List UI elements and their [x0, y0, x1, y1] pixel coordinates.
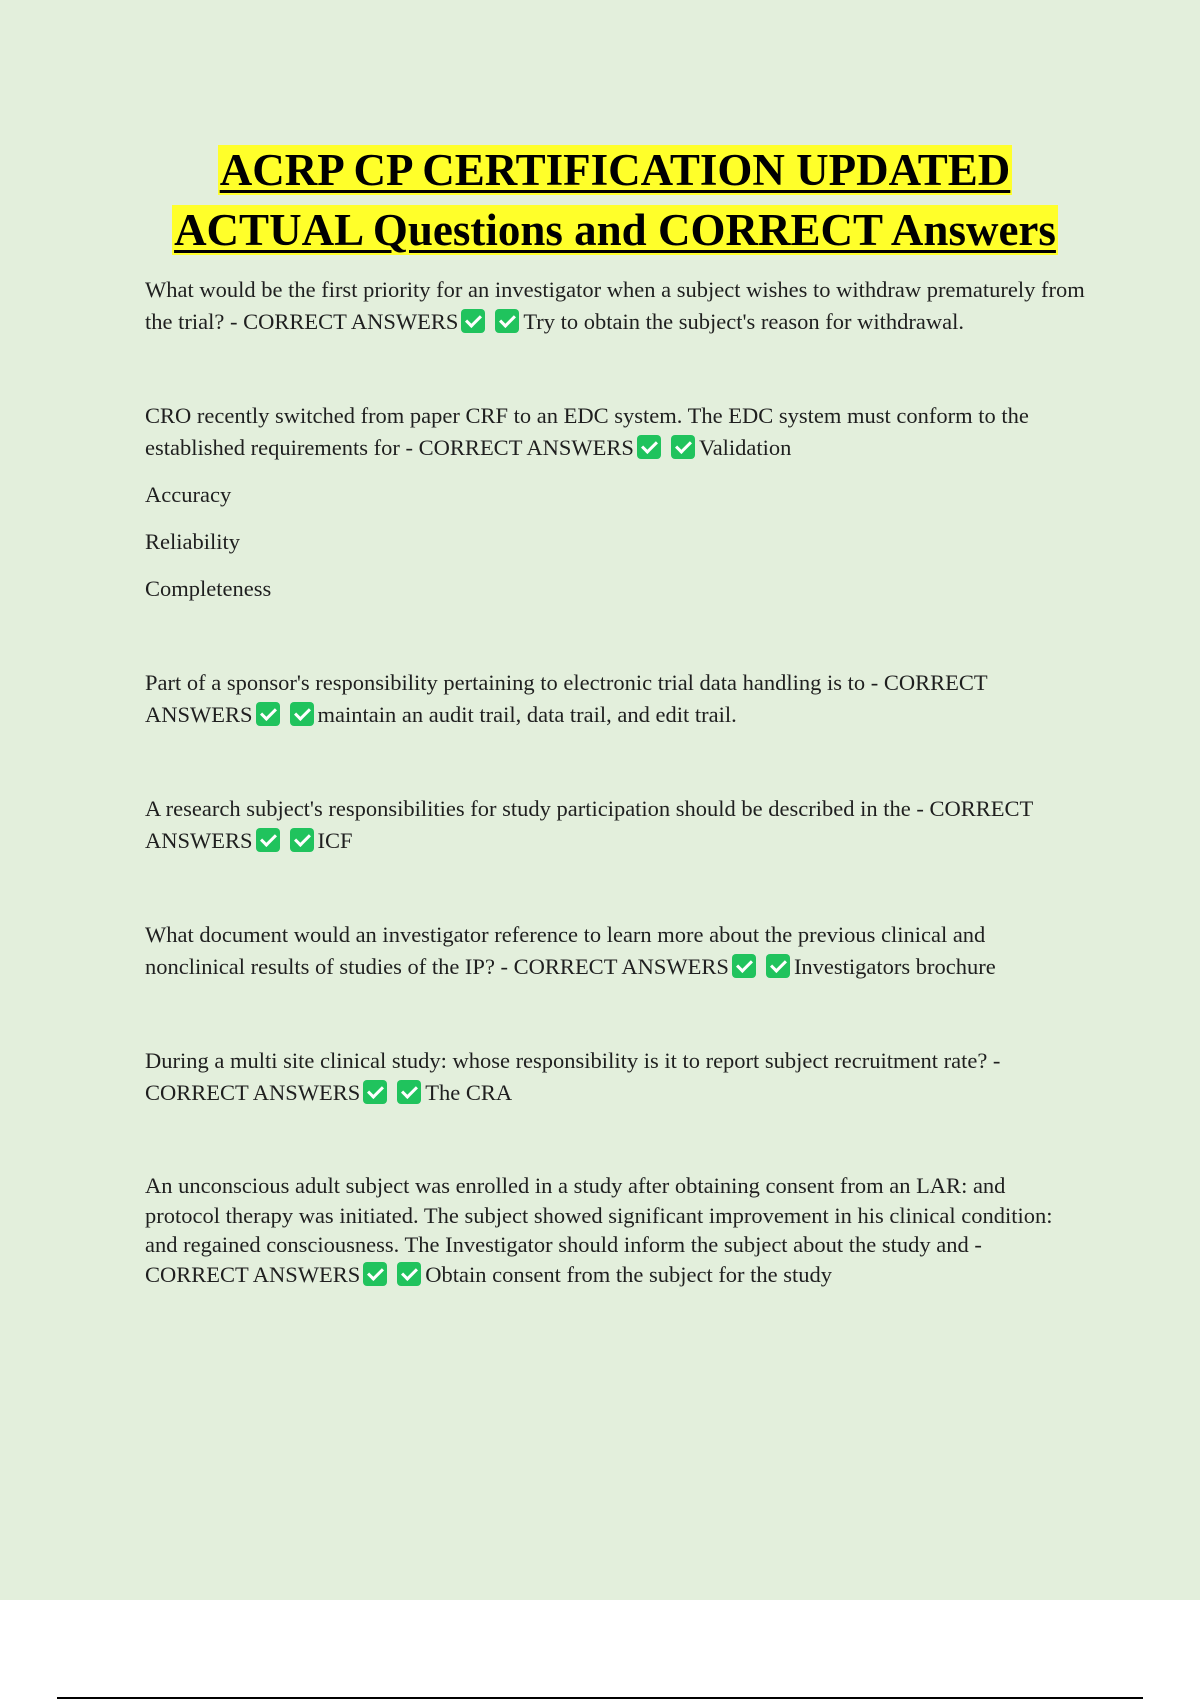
answer-extra-line: Completeness [145, 576, 272, 601]
check-mark-icon [495, 309, 519, 333]
answer-text: Try to obtain the subject's reason for withdrawal. [523, 309, 964, 334]
answer-text: Validation [698, 435, 792, 460]
qa-item [145, 1171, 1085, 1289]
question-text: What would be the first priority for an investigator when a subject wishes to withdraw prematurely from the trial? - [145, 277, 1085, 334]
check-mark-icon [766, 954, 790, 978]
question-text: An unconscious adult subject was enrolled in a study after obtaining consent from an LAR: and protocol therapy was initiated. The subject showed significant improvement in his clinical condition: and regained consciousness. The Investigator should inform the subject about the study and - [145, 1173, 1053, 1257]
document-body [145, 140, 1085, 1289]
answer-text: ICF [317, 828, 353, 853]
check-mark-icon [637, 435, 661, 459]
check-mark-icon [671, 435, 695, 459]
qa-item [145, 667, 1085, 731]
qa-text [145, 1045, 1085, 1109]
qa-item [145, 1045, 1085, 1109]
answer-marker: CORRECT ANSWERS [145, 796, 1033, 853]
footer-divider [57, 1697, 1143, 1699]
check-mark-icon [256, 828, 280, 852]
check-mark-icon [363, 1262, 387, 1286]
question-text: What document would an investigator reference to learn more about the previous clinical and nonclinical results of studies of the IP? - [145, 922, 986, 979]
check-mark-icon [256, 702, 280, 726]
answer-marker: CORRECT ANSWERS [513, 954, 729, 979]
check-mark-icon [290, 702, 314, 726]
qa-text [145, 274, 1085, 338]
answer-extra-line: Reliability [145, 529, 240, 554]
answer-marker: CORRECT ANSWERS [145, 1261, 361, 1287]
qa-text [145, 400, 1085, 464]
answer-marker: CORRECT ANSWERS [418, 435, 634, 460]
qa-item [145, 793, 1085, 857]
check-mark-icon [397, 1080, 421, 1104]
qa-text [145, 667, 1085, 731]
check-mark-icon [732, 954, 756, 978]
qa-item [145, 400, 1085, 605]
check-mark-icon [290, 828, 314, 852]
qa-item [145, 274, 1085, 338]
answer-text: maintain an audit trail, data trail, and edit trail. [317, 702, 737, 727]
document-title: ACRP CP CERTIFICATION UPDATED ACTUAL Questions and CORRECT Answers [174, 145, 1056, 255]
qa-text [145, 919, 1085, 983]
check-mark-icon [363, 1080, 387, 1104]
question-text: A research subject's responsibilities for study participation should be described in the - [145, 796, 924, 821]
answer-marker: CORRECT ANSWERS [145, 670, 988, 727]
question-text: Part of a sponsor's responsibility pertaining to electronic trial data handling is to - [145, 670, 879, 695]
qa-item [145, 919, 1085, 983]
check-mark-icon [397, 1262, 421, 1286]
answer-marker: CORRECT ANSWERS [145, 1080, 361, 1105]
question-text: During a multi site clinical study: whose responsibility is it to report subject recruitment rate? - [145, 1048, 1001, 1073]
check-mark-icon [461, 309, 485, 333]
qa-text [145, 793, 1085, 857]
qa-text [145, 1171, 1085, 1289]
answer-text: Obtain consent from the subject for the study [425, 1261, 833, 1287]
answer-extra-line: Accuracy [145, 482, 232, 507]
answer-text: The CRA [425, 1080, 513, 1105]
answer-marker: CORRECT ANSWERS [243, 309, 459, 334]
question-text: CRO recently switched from paper CRF to an EDC system. The EDC system must conform to the established requirements for - [145, 403, 1029, 460]
answer-text: Investigators brochure [793, 954, 996, 979]
